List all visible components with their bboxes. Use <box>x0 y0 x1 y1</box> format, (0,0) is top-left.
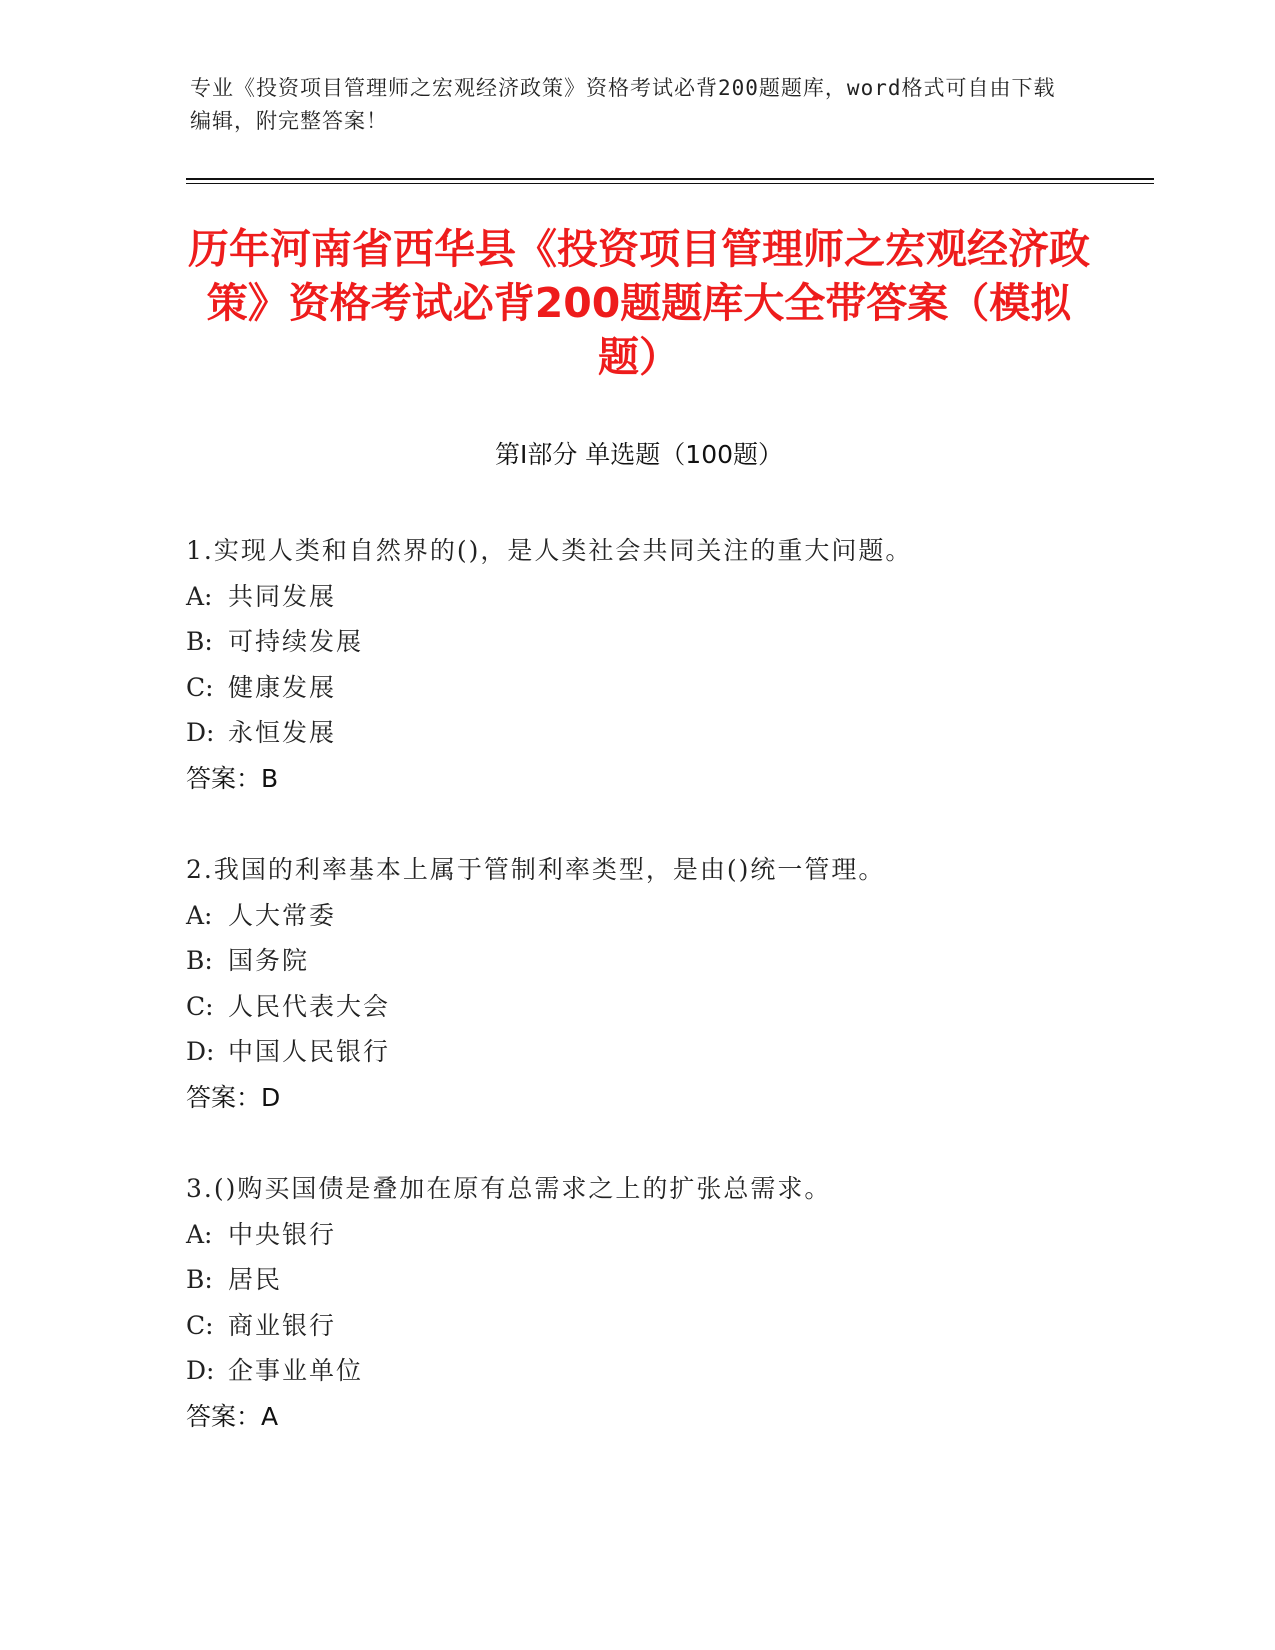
answer-line: 答案：A <box>186 1401 279 1431</box>
header-divider-thin <box>186 183 1154 184</box>
option-b <box>186 946 1146 976</box>
option-text: 人大常委 <box>228 900 337 930</box>
header-note: 专业《投资项目管理师之宏观经济政策》资格考试必背200题题库，word格式可自由下载编辑，附完整答案！ <box>190 76 1056 133</box>
option-c <box>186 992 1146 1022</box>
option-letter: A: <box>186 1219 213 1249</box>
document-title: 历年河南省西华县《投资项目管理师之宏观经济政策》资格考试必背200题题库大全带答案（模拟题） <box>188 225 1090 381</box>
option-text: 人民代表大会 <box>228 991 391 1021</box>
section-heading: 第I部分 单选题（100题） <box>494 440 784 469</box>
option-letter: D: <box>186 718 215 747</box>
option-letter: C: <box>186 1310 214 1340</box>
option-text: 商业银行 <box>228 1310 337 1340</box>
option-letter: B: <box>186 946 213 975</box>
option-a <box>186 1220 1146 1250</box>
option-d <box>186 1037 1146 1067</box>
option-d <box>186 718 1146 748</box>
option-letter: D: <box>186 1037 215 1066</box>
option-text: 企事业单位 <box>228 1356 364 1385</box>
option-d <box>186 1356 1146 1386</box>
option-text: 国务院 <box>228 946 310 975</box>
option-text: 中央银行 <box>228 1219 337 1249</box>
header-divider-thick <box>186 178 1154 180</box>
question-stem: 3.()购买国债是叠加在原有总需求之上的扩张总需求。 <box>186 1174 832 1203</box>
question-stem: 1.实现人类和自然界的()，是人类社会共同关注的重大问题。 <box>186 536 913 565</box>
option-text: 中国人民银行 <box>228 1037 391 1066</box>
option-text: 可持续发展 <box>228 627 364 656</box>
option-text: 健康发展 <box>228 672 337 702</box>
option-c <box>186 1311 1146 1341</box>
question-block <box>186 536 1146 794</box>
option-a <box>186 901 1146 931</box>
option-letter: C: <box>186 991 214 1021</box>
option-b <box>186 1265 1146 1295</box>
answer-line: 答案：B <box>186 763 279 793</box>
option-a <box>186 582 1146 612</box>
question-block <box>186 1174 1146 1432</box>
option-letter: B: <box>186 1265 213 1294</box>
option-text: 居民 <box>228 1265 283 1294</box>
option-text: 永恒发展 <box>228 718 337 747</box>
option-letter: D: <box>186 1356 215 1385</box>
question-stem: 2.我国的利率基本上属于管制利率类型，是由()统一管理。 <box>186 855 886 884</box>
question-block <box>186 855 1146 1113</box>
answer-line: 答案：D <box>186 1082 281 1112</box>
option-letter: A: <box>186 900 213 930</box>
option-b <box>186 627 1146 657</box>
option-letter: C: <box>186 672 214 702</box>
option-text: 共同发展 <box>228 581 337 611</box>
option-letter: A: <box>186 581 213 611</box>
option-letter: B: <box>186 627 213 656</box>
option-c <box>186 673 1146 703</box>
